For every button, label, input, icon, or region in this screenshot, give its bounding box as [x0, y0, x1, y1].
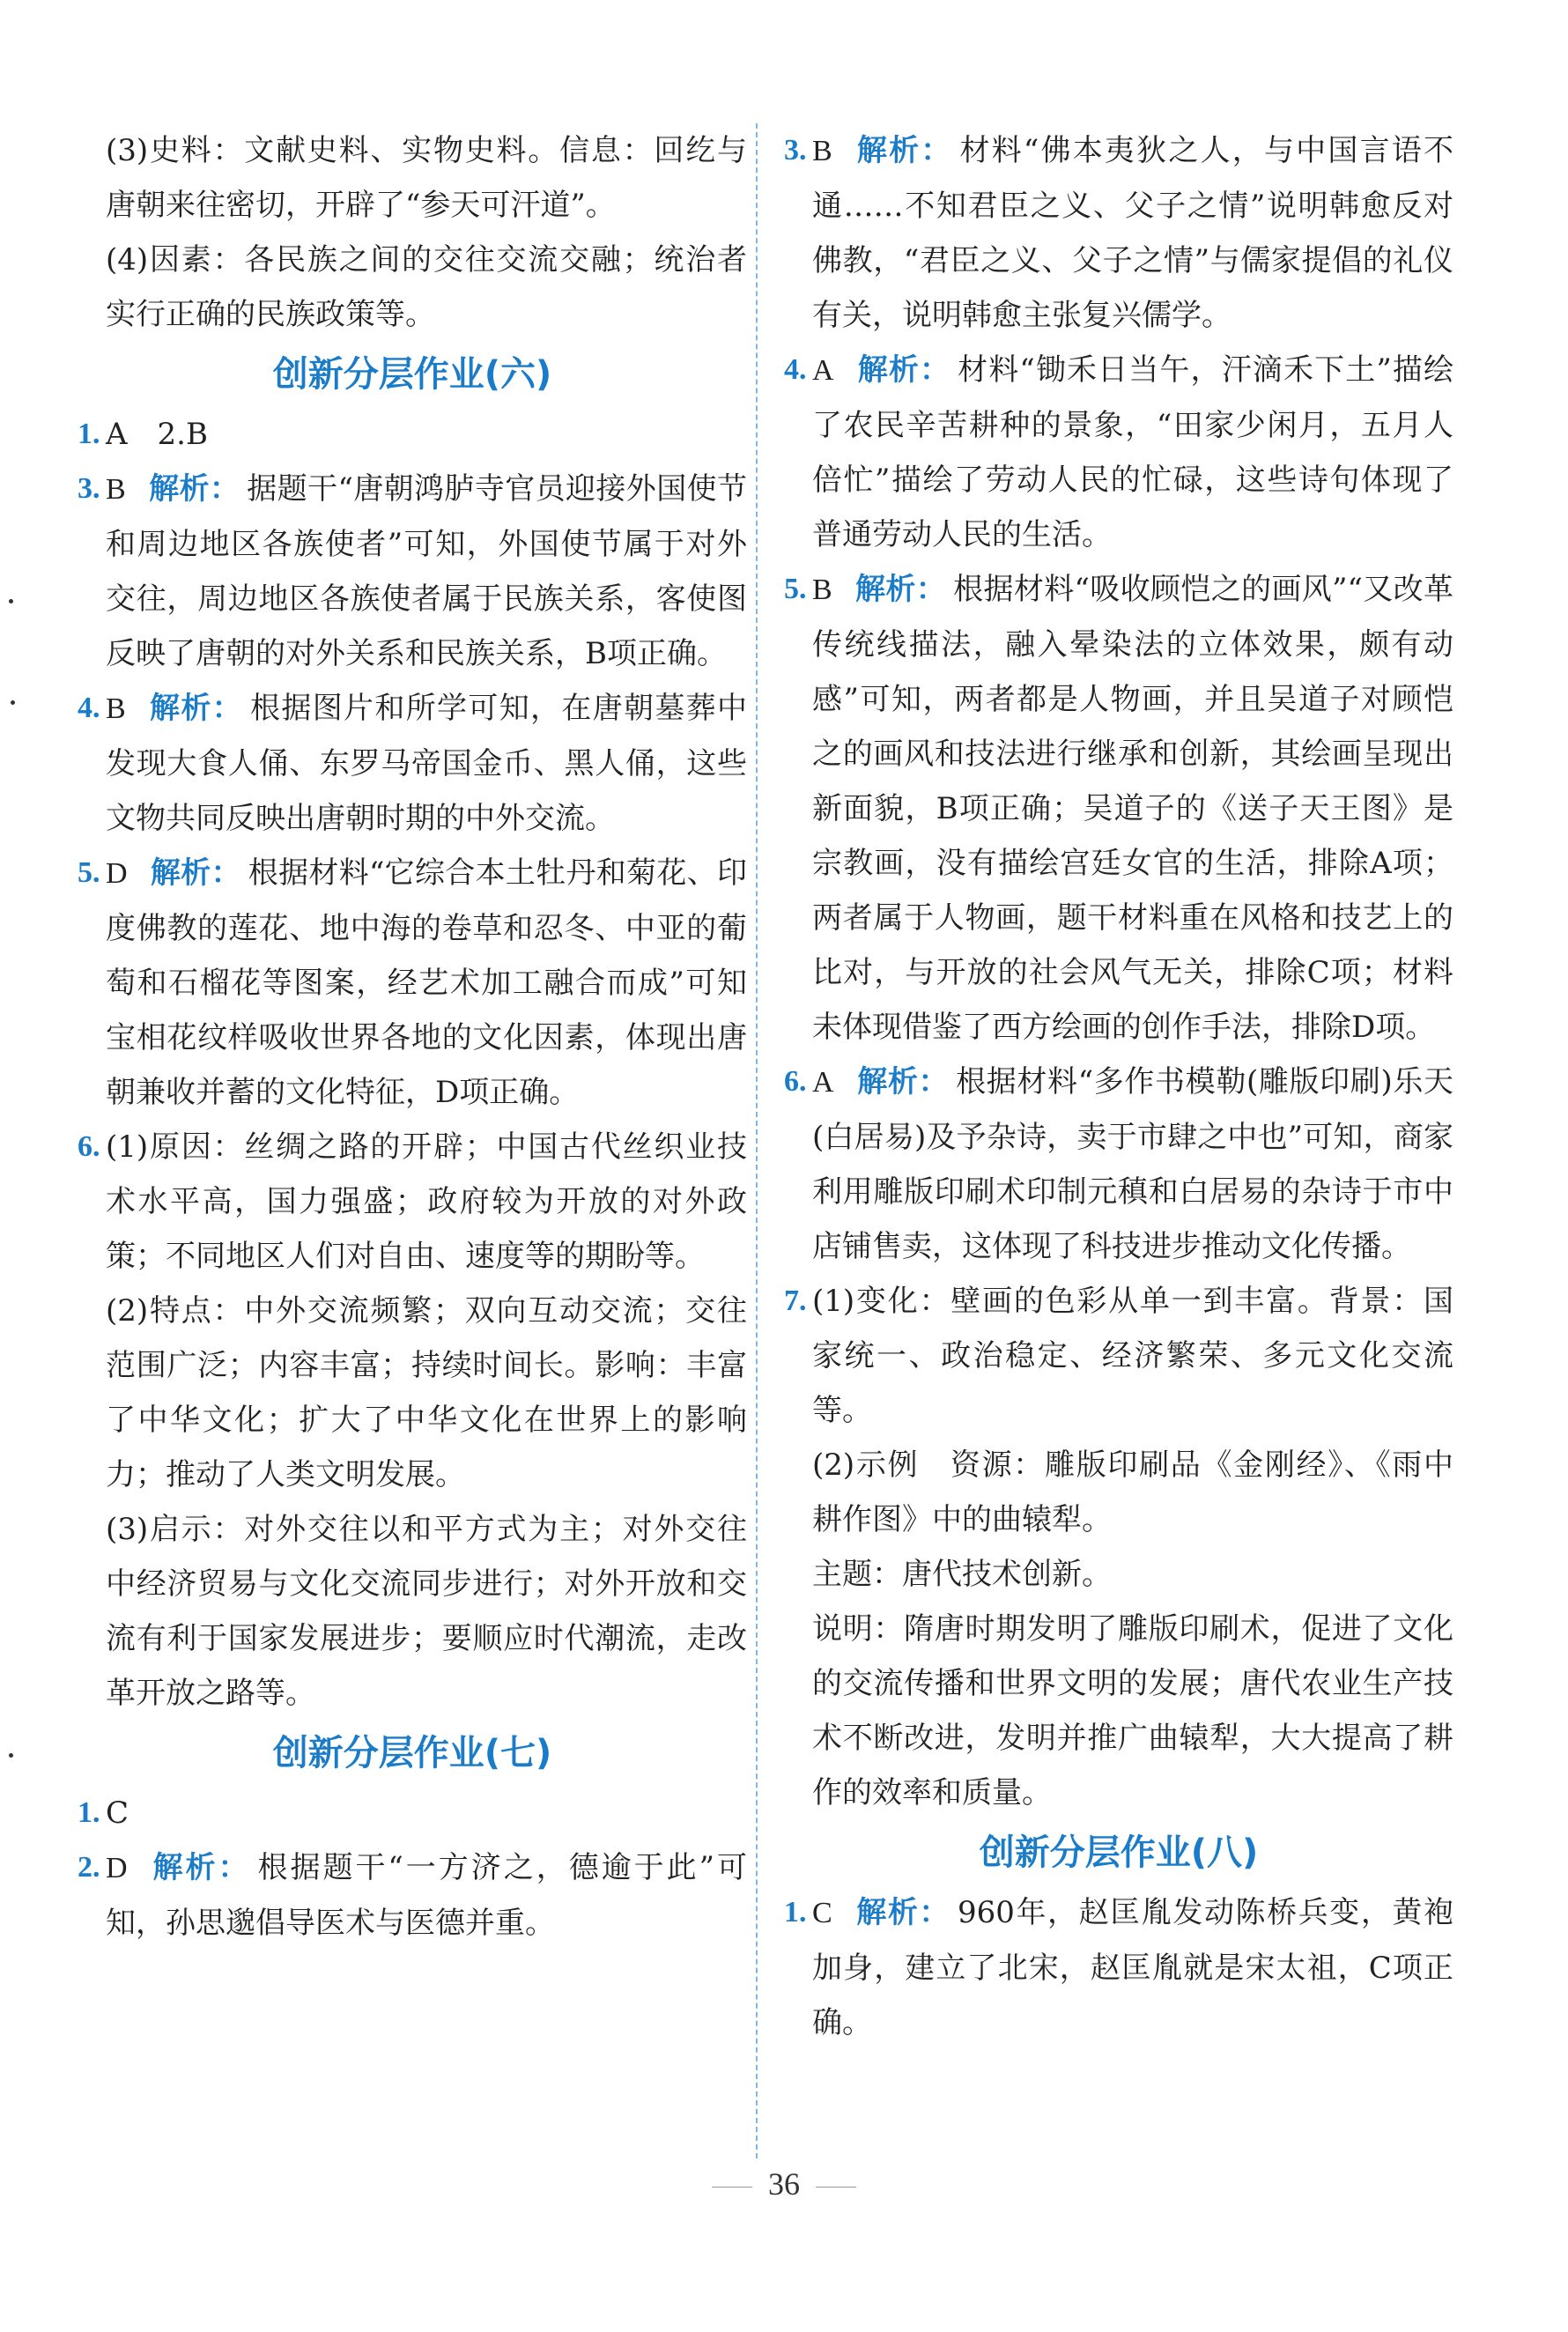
analysis-label: 解析： [854, 572, 947, 607]
analysis-label: 解析： [856, 1064, 950, 1099]
scan-mark [9, 1753, 13, 1758]
answer-choice: A [812, 354, 834, 387]
question-number: 5. [784, 573, 807, 605]
question-number: 3. [78, 472, 100, 505]
question-number: 7. [784, 1284, 807, 1317]
answer-paragraph: (4)因素：各民族之间的交往交流交融；统治者实行正确的民族政策等。 [106, 242, 747, 332]
question-number: 1. [78, 418, 100, 450]
analysis-text: 根据材料“吸收顾恺之的画风”“又改革传统线描法，融入晕染法的立体效果，颇有动感”可知，两者都是人物画，并且吴道子对顾恺之的画风和技法进行继承和创新，其绘画呈现出新面貌，B项正确；吴道子的《送子天王图》是宗教画，没有描绘宫廷女官的生活，排除A项；两者属于人物画，题干材料重在风格和技艺上的比对，与开放的社会风气无关，排除C项；材料未体现借鉴了西方绘画的创作手法，排除D项。 [812, 572, 1453, 1045]
scan-mark [11, 700, 15, 705]
question-4 [784, 343, 1453, 562]
question-number: 5. [78, 856, 100, 889]
answer-choice: B [106, 473, 126, 506]
answer-text: A 2.B [106, 417, 208, 452]
page-number [0, 2165, 1568, 2202]
question-4 [78, 681, 747, 846]
analysis-label: 解析： [854, 133, 953, 168]
left-column [78, 123, 747, 1951]
section-heading-7: 创新分层作业(七) [272, 1733, 552, 1773]
question-7-2 [78, 1840, 747, 1951]
question-1 [78, 407, 747, 462]
analysis-text: 材料“佛本夷狄之人，与中国言语不通……不知君臣之义、父子之情”说明韩愈反对佛教，“君臣之义、父子之情”与儒家提倡的礼仪有关，说明韩愈主张复兴儒学。 [812, 133, 1453, 333]
question-number: 6. [784, 1065, 807, 1098]
question-7 [784, 1274, 1453, 1820]
question-number: 1. [784, 1896, 807, 1929]
answer-choice: D [106, 857, 128, 890]
analysis-text: 材料“锄禾日当午，汗滴禾下土”描绘了农民辛苦耕种的景象，“田家少闲月，五月人倍忙”描绘了劳动人民的忙碌，这些诗句体现了普通劳动人民的生活。 [812, 352, 1454, 552]
answer-choice: B [812, 574, 832, 606]
analysis-text: 960年，赵匡胤发动陈桥兵变，黄袍加身，建立了北宋，赵匡胤就是宋太祖，C项正确。 [812, 1895, 1453, 2040]
question-number: 2. [78, 1851, 100, 1884]
answer-paragraph: (2)特点：中外交流频繁；双向互动交流；交往范围广泛；内容丰富；持续时间长。影响：丰富了中华文化；扩大了中华文化在世界上的影响力；推动了人类文明发展。 [106, 1293, 747, 1492]
answer-paragraph: (3)史料：文献史料、实物史料。信息：回纥与唐朝来往密切，开辟了“参天可汗道”。 [106, 133, 747, 223]
answer-paragraph: (1)原因：丝绸之路的开辟；中国古代丝织业技术水平高，国力强盛；政府较为开放的对外政策；不同地区人们对自由、速度等的期盼等。 [106, 1129, 747, 1274]
answer-choice: B [106, 692, 126, 725]
analysis-text: 根据材料“它综合本土牡丹和菊花、印度佛教的莲花、地中海的卷草和忍冬、中亚的葡萄和石榴花等图案，经艺术加工融合而成”可知宝相花纹样吸收世界各地的文化因素，体现出唐朝兼收并蓄的文化特征，D项正确。 [106, 855, 747, 1110]
analysis-label: 解析： [148, 471, 240, 507]
analysis-text: 根据材料“多作书模勒(雕版印刷)乐天(白居易)及予杂诗，卖于市肆之中也”可知，商家利用雕版印刷术印制元稹和白居易的杂诗于市中店铺售卖，这体现了科技进步推动文化传播。 [812, 1064, 1453, 1264]
question-number: 1. [78, 1796, 100, 1829]
question-7-1 [78, 1786, 747, 1840]
question-number: 4. [784, 353, 807, 386]
column-divider [756, 123, 758, 2158]
question-6 [784, 1055, 1453, 1274]
question-5 [78, 846, 747, 1120]
answer-choice: C [812, 1897, 832, 1929]
answer-paragraph: 说明：隋唐时期发明了雕版印刷术，促进了文化的交流传播和世界文明的发展；唐代农业生产技术不断改进，发明并推广曲辕犁，大大提高了耕作的效率和质量。 [812, 1611, 1453, 1810]
question-5 [784, 562, 1453, 1055]
question-3 [78, 462, 747, 681]
answer-paragraph: (1)变化：壁画的色彩从单一到丰富。背景：国家统一、政治稳定、经济繁荣、多元文化交流等。 [812, 1284, 1453, 1428]
question-6 [78, 1120, 747, 1721]
analysis-label: 解析： [148, 691, 244, 726]
page-number-text: 36 [768, 2166, 800, 2202]
answer-paragraph: (2)示例 资源：雕版印刷品《金刚经》、《雨中耕作图》中的曲辕犁。 [812, 1447, 1453, 1537]
right-column [784, 123, 1453, 2050]
analysis-label: 解析： [150, 1850, 251, 1885]
question-number: 3. [784, 134, 807, 167]
question-8-1 [784, 1885, 1453, 2050]
section-heading-8: 创新分层作业(八) [979, 1832, 1259, 1873]
question-number: 4. [78, 692, 100, 724]
page-number-dash [816, 2187, 856, 2188]
scan-mark [9, 599, 13, 603]
answer-paragraph: 主题：唐代技术创新。 [812, 1557, 1112, 1592]
answer-text: C [106, 1795, 129, 1831]
analysis-text: 根据题干“一方济之，德逾于此”可知，孙思邈倡导医术与医德并重。 [106, 1850, 748, 1941]
answer-choice: A [812, 1066, 834, 1099]
answer-paragraph: (3)启示：对外交往以和平方式为主；对外交往中经济贸易与文化交流同步进行；对外开放和交流有利于国家发展进步；要顺应时代潮流，走改革开放之路等。 [106, 1512, 747, 1711]
section-heading-6: 创新分层作业(六) [272, 354, 552, 395]
answer-choice: D [106, 1852, 128, 1884]
analysis-text: 据题干“唐朝鸿胪寺官员迎接外国使节和周边地区各族使者”可知，外国使节属于对外交往，周边地区各族使者属于民族关系，客使图反映了唐朝的对外关系和民族关系，B项正确。 [106, 471, 747, 671]
question-3 [784, 123, 1453, 343]
analysis-label: 解析： [854, 1895, 950, 1930]
page-number-dash [712, 2187, 752, 2188]
analysis-label: 解析： [150, 855, 241, 891]
question-number: 6. [78, 1130, 100, 1163]
answer-choice: B [812, 135, 832, 167]
analysis-text: 根据图片和所学可知，在唐朝墓葬中发现大食人俑、东罗马帝国金币、黑人俑，这些文物共同反映出唐朝时期的中外交流。 [106, 691, 748, 836]
analysis-label: 解析： [856, 352, 951, 388]
